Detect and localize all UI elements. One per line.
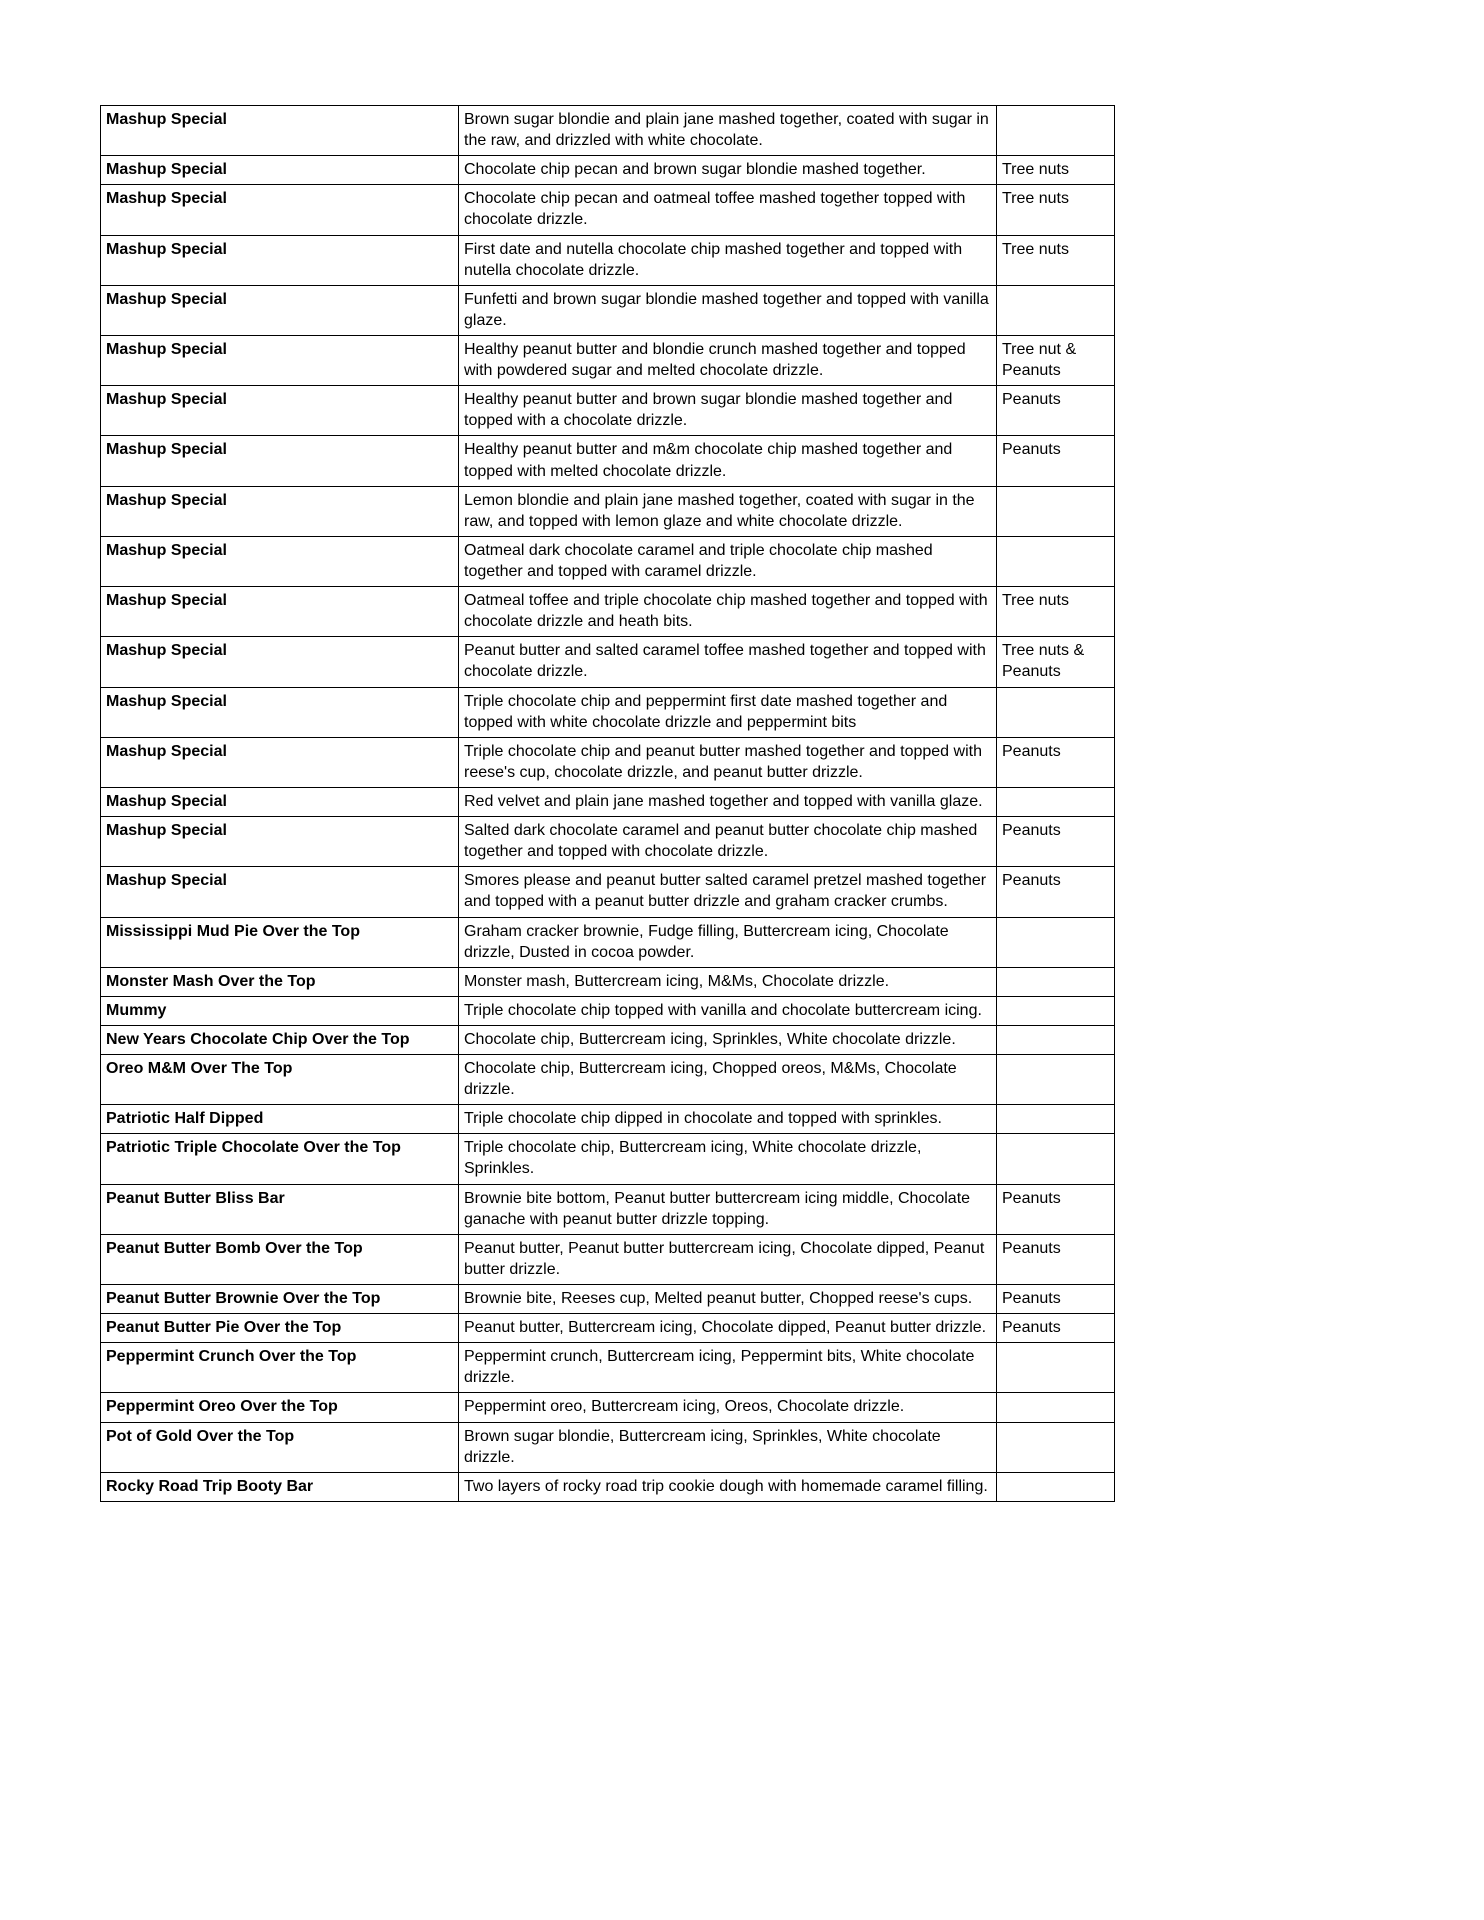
table-row bbox=[101, 185, 1115, 235]
item-description: Lemon blondie and plain jane mashed together, coated with sugar in the raw, and topped with lemon glaze and white chocolate drizzle. bbox=[459, 486, 997, 536]
table-row bbox=[101, 486, 1115, 536]
item-name: Peanut Butter Brownie Over the Top bbox=[101, 1285, 459, 1314]
item-name: Mashup Special bbox=[101, 335, 459, 385]
item-description: First date and nutella chocolate chip mashed together and topped with nutella chocolate drizzle. bbox=[459, 235, 997, 285]
item-description: Funfetti and brown sugar blondie mashed together and topped with vanilla glaze. bbox=[459, 285, 997, 335]
item-allergen: Peanuts bbox=[997, 1234, 1115, 1284]
menu-table bbox=[100, 105, 1115, 1502]
item-name: Mashup Special bbox=[101, 637, 459, 687]
item-allergen bbox=[997, 1055, 1115, 1105]
item-description: Chocolate chip, Buttercream icing, Chopped oreos, M&Ms, Chocolate drizzle. bbox=[459, 1055, 997, 1105]
item-description: Healthy peanut butter and blondie crunch mashed together and topped with powdered sugar and melted chocolate drizzle. bbox=[459, 335, 997, 385]
table-row bbox=[101, 737, 1115, 787]
item-allergen: Peanuts bbox=[997, 1314, 1115, 1343]
table-row bbox=[101, 1055, 1115, 1105]
item-name: Mummy bbox=[101, 996, 459, 1025]
item-name: Mashup Special bbox=[101, 386, 459, 436]
item-name: Mashup Special bbox=[101, 106, 459, 156]
table-row bbox=[101, 106, 1115, 156]
item-description: Two layers of rocky road trip cookie dough with homemade caramel filling. bbox=[459, 1472, 997, 1501]
item-allergen bbox=[997, 1422, 1115, 1472]
item-name: Peanut Butter Pie Over the Top bbox=[101, 1314, 459, 1343]
item-name: Mashup Special bbox=[101, 185, 459, 235]
item-name: Mashup Special bbox=[101, 867, 459, 917]
item-allergen bbox=[997, 106, 1115, 156]
item-name: Peanut Butter Bliss Bar bbox=[101, 1184, 459, 1234]
item-description: Brown sugar blondie, Buttercream icing, Sprinkles, White chocolate drizzle. bbox=[459, 1422, 997, 1472]
item-name: Oreo M&M Over The Top bbox=[101, 1055, 459, 1105]
item-name: Mississippi Mud Pie Over the Top bbox=[101, 917, 459, 967]
item-name: Mashup Special bbox=[101, 737, 459, 787]
item-description: Monster mash, Buttercream icing, M&Ms, Chocolate drizzle. bbox=[459, 967, 997, 996]
table-row bbox=[101, 1343, 1115, 1393]
table-row bbox=[101, 386, 1115, 436]
table-row bbox=[101, 285, 1115, 335]
item-description: Peanut butter and salted caramel toffee mashed together and topped with chocolate drizzle. bbox=[459, 637, 997, 687]
item-description: Brownie bite bottom, Peanut butter buttercream icing middle, Chocolate ganache with peanut butter drizzle topping. bbox=[459, 1184, 997, 1234]
item-description: Chocolate chip pecan and brown sugar blondie mashed together. bbox=[459, 156, 997, 185]
item-allergen bbox=[997, 1393, 1115, 1422]
table-row bbox=[101, 817, 1115, 867]
item-name: Mashup Special bbox=[101, 687, 459, 737]
table-row bbox=[101, 917, 1115, 967]
item-allergen: Peanuts bbox=[997, 867, 1115, 917]
table-row bbox=[101, 1285, 1115, 1314]
item-allergen bbox=[997, 285, 1115, 335]
item-allergen bbox=[997, 1343, 1115, 1393]
item-description: Peanut butter, Buttercream icing, Chocolate dipped, Peanut butter drizzle. bbox=[459, 1314, 997, 1343]
item-allergen: Peanuts bbox=[997, 436, 1115, 486]
table-row bbox=[101, 335, 1115, 385]
item-description: Healthy peanut butter and brown sugar blondie mashed together and topped with a chocolate drizzle. bbox=[459, 386, 997, 436]
item-name: Mashup Special bbox=[101, 156, 459, 185]
table-row bbox=[101, 1025, 1115, 1054]
item-name: Patriotic Half Dipped bbox=[101, 1105, 459, 1134]
item-description: Triple chocolate chip and peanut butter mashed together and topped with reese's cup, chocolate drizzle, and peanut butter drizzle. bbox=[459, 737, 997, 787]
item-name: Mashup Special bbox=[101, 817, 459, 867]
table-row bbox=[101, 1393, 1115, 1422]
item-description: Triple chocolate chip, Buttercream icing, White chocolate drizzle, Sprinkles. bbox=[459, 1134, 997, 1184]
item-name: Peppermint Crunch Over the Top bbox=[101, 1343, 459, 1393]
item-allergen: Peanuts bbox=[997, 817, 1115, 867]
item-description: Peppermint oreo, Buttercream icing, Oreos, Chocolate drizzle. bbox=[459, 1393, 997, 1422]
item-allergen: Peanuts bbox=[997, 737, 1115, 787]
item-name: Monster Mash Over the Top bbox=[101, 967, 459, 996]
item-allergen bbox=[997, 1025, 1115, 1054]
item-name: Mashup Special bbox=[101, 285, 459, 335]
item-description: Graham cracker brownie, Fudge filling, Buttercream icing, Chocolate drizzle, Dusted in cocoa powder. bbox=[459, 917, 997, 967]
item-allergen bbox=[997, 1105, 1115, 1134]
item-name: Mashup Special bbox=[101, 486, 459, 536]
item-allergen: Tree nut & Peanuts bbox=[997, 335, 1115, 385]
table-row bbox=[101, 536, 1115, 586]
item-allergen bbox=[997, 967, 1115, 996]
item-name: Peanut Butter Bomb Over the Top bbox=[101, 1234, 459, 1284]
item-name: New Years Chocolate Chip Over the Top bbox=[101, 1025, 459, 1054]
item-description: Triple chocolate chip and peppermint first date mashed together and topped with white chocolate drizzle and peppermint bits bbox=[459, 687, 997, 737]
item-description: Red velvet and plain jane mashed together and topped with vanilla glaze. bbox=[459, 787, 997, 816]
item-allergen: Peanuts bbox=[997, 1184, 1115, 1234]
item-name: Mashup Special bbox=[101, 235, 459, 285]
item-allergen: Tree nuts bbox=[997, 235, 1115, 285]
item-name: Pot of Gold Over the Top bbox=[101, 1422, 459, 1472]
table-row bbox=[101, 235, 1115, 285]
item-description: Salted dark chocolate caramel and peanut butter chocolate chip mashed together and topped with chocolate drizzle. bbox=[459, 817, 997, 867]
item-name: Mashup Special bbox=[101, 436, 459, 486]
item-description: Oatmeal toffee and triple chocolate chip mashed together and topped with chocolate drizzle and heath bits. bbox=[459, 587, 997, 637]
item-allergen: Tree nuts bbox=[997, 587, 1115, 637]
item-description: Peppermint crunch, Buttercream icing, Peppermint bits, White chocolate drizzle. bbox=[459, 1343, 997, 1393]
table-row bbox=[101, 1184, 1115, 1234]
table-row bbox=[101, 1234, 1115, 1284]
item-allergen: Peanuts bbox=[997, 1285, 1115, 1314]
item-name: Mashup Special bbox=[101, 787, 459, 816]
item-name: Rocky Road Trip Booty Bar bbox=[101, 1472, 459, 1501]
table-row bbox=[101, 787, 1115, 816]
table-row bbox=[101, 436, 1115, 486]
table-row bbox=[101, 1134, 1115, 1184]
menu-table-body bbox=[101, 106, 1115, 1502]
table-row bbox=[101, 1472, 1115, 1501]
item-allergen bbox=[997, 996, 1115, 1025]
item-allergen: Tree nuts bbox=[997, 185, 1115, 235]
table-row bbox=[101, 1422, 1115, 1472]
table-row bbox=[101, 687, 1115, 737]
item-allergen bbox=[997, 1134, 1115, 1184]
item-description: Healthy peanut butter and m&m chocolate chip mashed together and topped with melted chocolate drizzle. bbox=[459, 436, 997, 486]
item-description: Brownie bite, Reeses cup, Melted peanut butter, Chopped reese's cups. bbox=[459, 1285, 997, 1314]
table-row bbox=[101, 967, 1115, 996]
item-description: Brown sugar blondie and plain jane mashed together, coated with sugar in the raw, and drizzled with white chocolate. bbox=[459, 106, 997, 156]
table-row bbox=[101, 587, 1115, 637]
item-name: Peppermint Oreo Over the Top bbox=[101, 1393, 459, 1422]
item-allergen: Peanuts bbox=[997, 386, 1115, 436]
document-page bbox=[100, 105, 1114, 1502]
table-row bbox=[101, 1314, 1115, 1343]
item-description: Triple chocolate chip dipped in chocolate and topped with sprinkles. bbox=[459, 1105, 997, 1134]
table-row bbox=[101, 637, 1115, 687]
item-description: Chocolate chip, Buttercream icing, Sprinkles, White chocolate drizzle. bbox=[459, 1025, 997, 1054]
item-allergen bbox=[997, 536, 1115, 586]
item-description: Chocolate chip pecan and oatmeal toffee mashed together topped with chocolate drizzle. bbox=[459, 185, 997, 235]
table-row bbox=[101, 996, 1115, 1025]
item-description: Smores please and peanut butter salted caramel pretzel mashed together and topped with a peanut butter drizzle and graham cracker crumbs. bbox=[459, 867, 997, 917]
item-name: Mashup Special bbox=[101, 536, 459, 586]
item-allergen bbox=[997, 787, 1115, 816]
table-row bbox=[101, 1105, 1115, 1134]
item-allergen bbox=[997, 687, 1115, 737]
item-name: Patriotic Triple Chocolate Over the Top bbox=[101, 1134, 459, 1184]
item-description: Triple chocolate chip topped with vanilla and chocolate buttercream icing. bbox=[459, 996, 997, 1025]
item-allergen: Tree nuts & Peanuts bbox=[997, 637, 1115, 687]
item-description: Oatmeal dark chocolate caramel and triple chocolate chip mashed together and topped with caramel drizzle. bbox=[459, 536, 997, 586]
table-row bbox=[101, 156, 1115, 185]
item-description: Peanut butter, Peanut butter buttercream icing, Chocolate dipped, Peanut butter drizzle. bbox=[459, 1234, 997, 1284]
item-allergen bbox=[997, 486, 1115, 536]
item-name: Mashup Special bbox=[101, 587, 459, 637]
item-allergen bbox=[997, 917, 1115, 967]
item-allergen bbox=[997, 1472, 1115, 1501]
table-row bbox=[101, 867, 1115, 917]
item-allergen: Tree nuts bbox=[997, 156, 1115, 185]
